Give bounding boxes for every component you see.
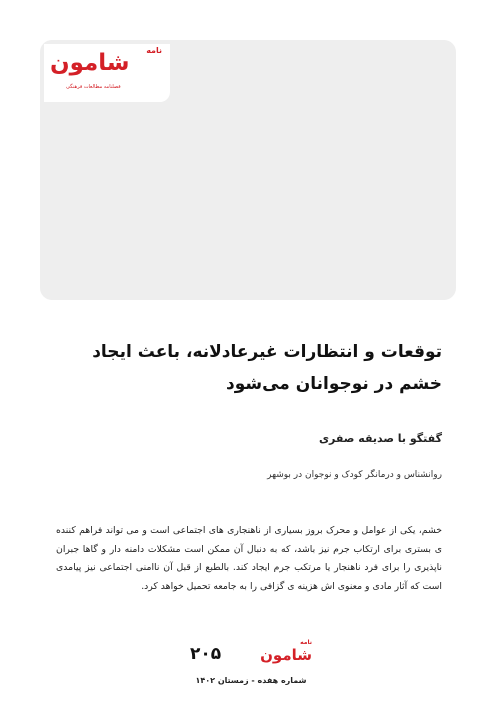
magazine-logo — [44, 44, 170, 102]
footer-logo-small-text: نامه — [300, 639, 312, 646]
author-affiliation: روانشناس و درمانگر کودک و نوجوان در بوشهر — [267, 470, 442, 480]
footer-logo-text: شامون — [260, 646, 312, 664]
page-number: ۲۰۵ — [190, 644, 222, 664]
logo-main-text: شامون — [50, 50, 130, 76]
issue-info: شماره هفده - زمستان ۱۴۰۲ — [195, 676, 307, 685]
logo-subtitle: فصلنامه مطالعات فرهنگی — [66, 84, 121, 90]
article-body: خشم، یکی از عوامل و محرک بروز بسیاری از ناهنجاری های اجتماعی است و می تواند فراهم کننده ی بستری برای ارتکاب جرم نیز باشد، که به دنبال آن ممکن است مشکلات دامنه دار و گاها جبران ناپذیری را برای فرد ناهنجار یا مرتکب جرم ایجاد کند. بالطبع از قبل آن ناامنی اجتماعی نیز پیامدی است که آثار مادی و معنوی اش هزینه ی گزافی را به جامعه تحمیل خواهد کرد. — [56, 525, 442, 592]
article-subtitle: گفتگو با صدیقه صفری — [318, 432, 442, 445]
logo-small-text: نامه — [146, 46, 162, 55]
footer-branding — [190, 639, 312, 670]
article-title: توقعات و انتظارات غیرعادلانه، باعث ایجاد خشم در نوجوانان می‌شود — [92, 342, 442, 394]
